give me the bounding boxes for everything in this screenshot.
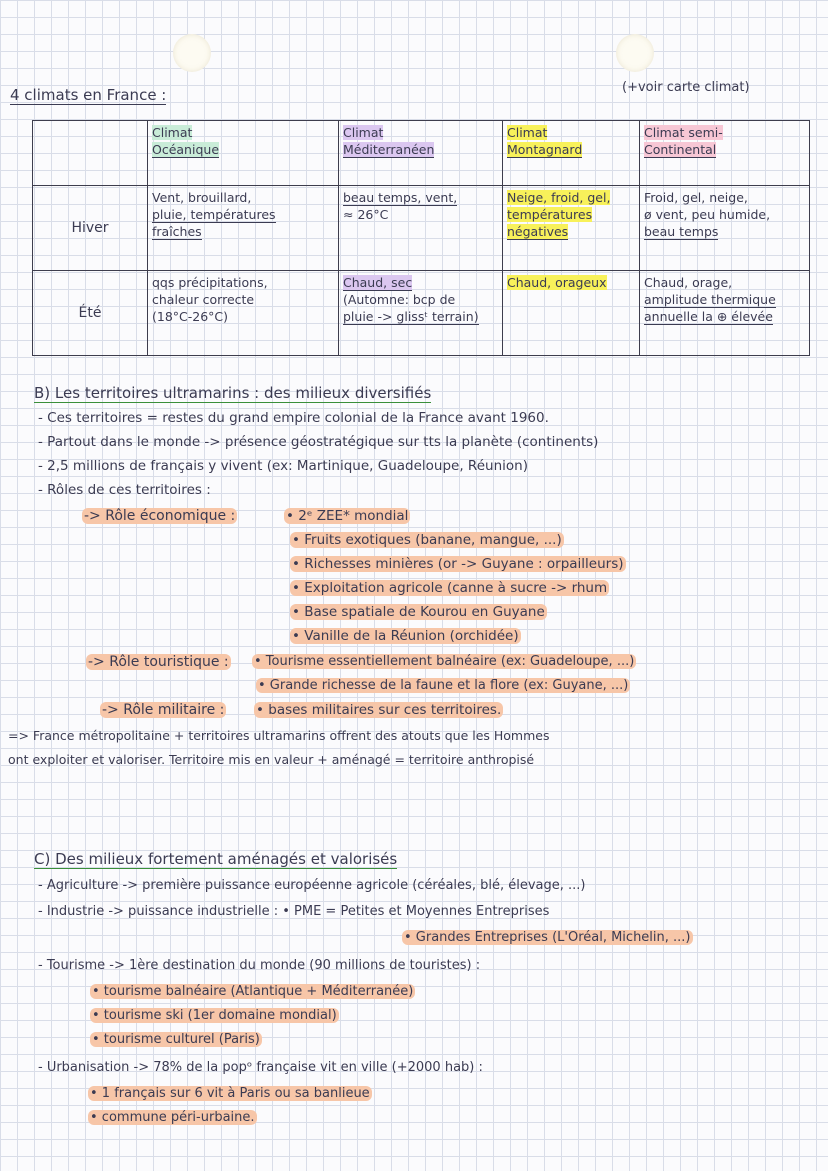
- climate-table: [32, 120, 810, 356]
- role-eco-item-4: • Exploitation agricole (canne à sucre -> rhum: [292, 580, 608, 596]
- section-b-line-4: - Rôles de ces territoires :: [38, 482, 211, 498]
- role-mil-item: • bases militaires sur ces territoires.: [256, 702, 502, 718]
- page-title: [10, 86, 166, 104]
- role-eco-item-2: • Fruits exotiques (banane, mangue, ...): [292, 532, 562, 548]
- industrie-line: - Industrie -> puissance industrielle : • PME = Petites et Moyennes Entreprises: [38, 904, 550, 919]
- cell-hiver-montagnard: Neige, froid, gel, températures négatives: [503, 186, 640, 271]
- punch-hole-right: [616, 34, 654, 72]
- section-b: [0, 380, 828, 820]
- cell-hiver-mediterraneen: beau temps, vent, ≈ 26°C: [339, 186, 503, 271]
- page-title-text: 4 climats en France :: [10, 86, 167, 104]
- row-label-ete: Été: [33, 271, 148, 356]
- role-economique-label: -> Rôle économique :: [84, 508, 236, 524]
- cell-ete-mediterraneen: Chaud, sec (Automne: bcp de pluie -> glissᵗ terrain): [339, 271, 503, 356]
- cell-ete-oceanique: qqs précipitations, chaleur correcte (18°C-26°C): [148, 271, 339, 356]
- col-header-mediterraneen: Climat Méditerranéen: [339, 121, 503, 186]
- role-touristique-label: -> Rôle touristique :: [88, 654, 229, 670]
- urbanisation-item-1: • 1 français sur 6 vit à Paris ou sa banlieue: [90, 1086, 370, 1101]
- col-header-oceanique: Climat Océanique: [148, 121, 339, 186]
- punch-hole-left: [173, 34, 211, 72]
- col-header-montagnard: Climat Montagnard: [503, 121, 640, 186]
- role-eco-item-3: • Richesses minières (or -> Guyane : orpailleurs): [292, 556, 624, 572]
- cell-hiver-semi-continental: Froid, gel, neige, ø vent, peu humide, beau temps: [640, 186, 810, 271]
- cell-ete-montagnard: Chaud, orageux: [503, 271, 640, 356]
- table-row-ete: [33, 271, 810, 356]
- role-tour-item-2: • Grande richesse de la faune et la flore (ex: Guyane, ...): [258, 678, 629, 693]
- role-militaire-label: -> Rôle militaire :: [102, 702, 225, 718]
- agriculture-line: - Agriculture -> première puissance européenne agricole (céréales, blé, élevage, ...): [38, 878, 586, 893]
- col-header-semi-continental: Climat semi- Continental: [640, 121, 810, 186]
- urbanisation-item-2: • commune péri-urbaine.: [90, 1110, 255, 1125]
- tourisme-item-2: • tourisme ski (1er domaine mondial): [92, 1008, 337, 1023]
- table-corner-cell: [33, 121, 148, 186]
- cell-hiver-oceanique: Vent, brouillard, pluie, températures fraîches: [148, 186, 339, 271]
- tourisme-line: - Tourisme -> 1ère destination du monde (90 millions de touristes) :: [38, 958, 481, 973]
- header-note: (+voir carte climat): [622, 80, 750, 95]
- tourisme-item-1: • tourisme balnéaire (Atlantique + Méditerranée): [92, 984, 414, 999]
- section-c-title: C) Des milieux fortement aménagés et valorisés: [34, 850, 398, 868]
- conclusion-line-2: ont exploiter et valoriser. Territoire mis en valeur + aménagé = territoire anthropisé: [8, 752, 535, 767]
- urbanisation-line: - Urbanisation -> 78% de la popᵒ française vit en ville (+2000 hab) :: [38, 1060, 483, 1075]
- table-row-hiver: [33, 186, 810, 271]
- row-label-hiver: Hiver: [33, 186, 148, 271]
- tourisme-item-3: • tourisme culturel (Paris): [92, 1032, 260, 1047]
- role-eco-item-5: • Base spatiale de Kourou en Guyane: [292, 604, 545, 620]
- section-c: [0, 846, 828, 1166]
- table-header-row: [33, 121, 810, 186]
- cell-ete-semi-continental: Chaud, orage, amplitude thermique annuelle la ⊕ élevée: [640, 271, 810, 356]
- conclusion-line-1: => France métropolitaine + territoires ultramarins offrent des atouts que les Hommes: [8, 728, 550, 743]
- section-b-line-2: - Partout dans le monde -> présence géostratégique sur tts la planète (continents): [38, 434, 599, 450]
- role-tour-item-1: • Tourisme essentiellement balnéaire (ex: Guadeloupe, ...): [254, 654, 635, 669]
- section-b-line-1: - Ces territoires = restes du grand empire colonial de la France avant 1960.: [38, 410, 549, 426]
- section-b-line-3: - 2,5 millions de français y vivent (ex: Martinique, Guadeloupe, Réunion): [38, 458, 528, 474]
- section-b-title: B) Les territoires ultramarins : des milieux diversifiés: [34, 384, 432, 402]
- role-eco-item-6: • Vanille de la Réunion (orchidée): [292, 628, 519, 644]
- role-eco-item-1: • 2ᵉ ZEE* mondial: [286, 508, 409, 524]
- industrie-line-2: • Grandes Entreprises (L'Oréal, Michelin, ...): [404, 930, 691, 945]
